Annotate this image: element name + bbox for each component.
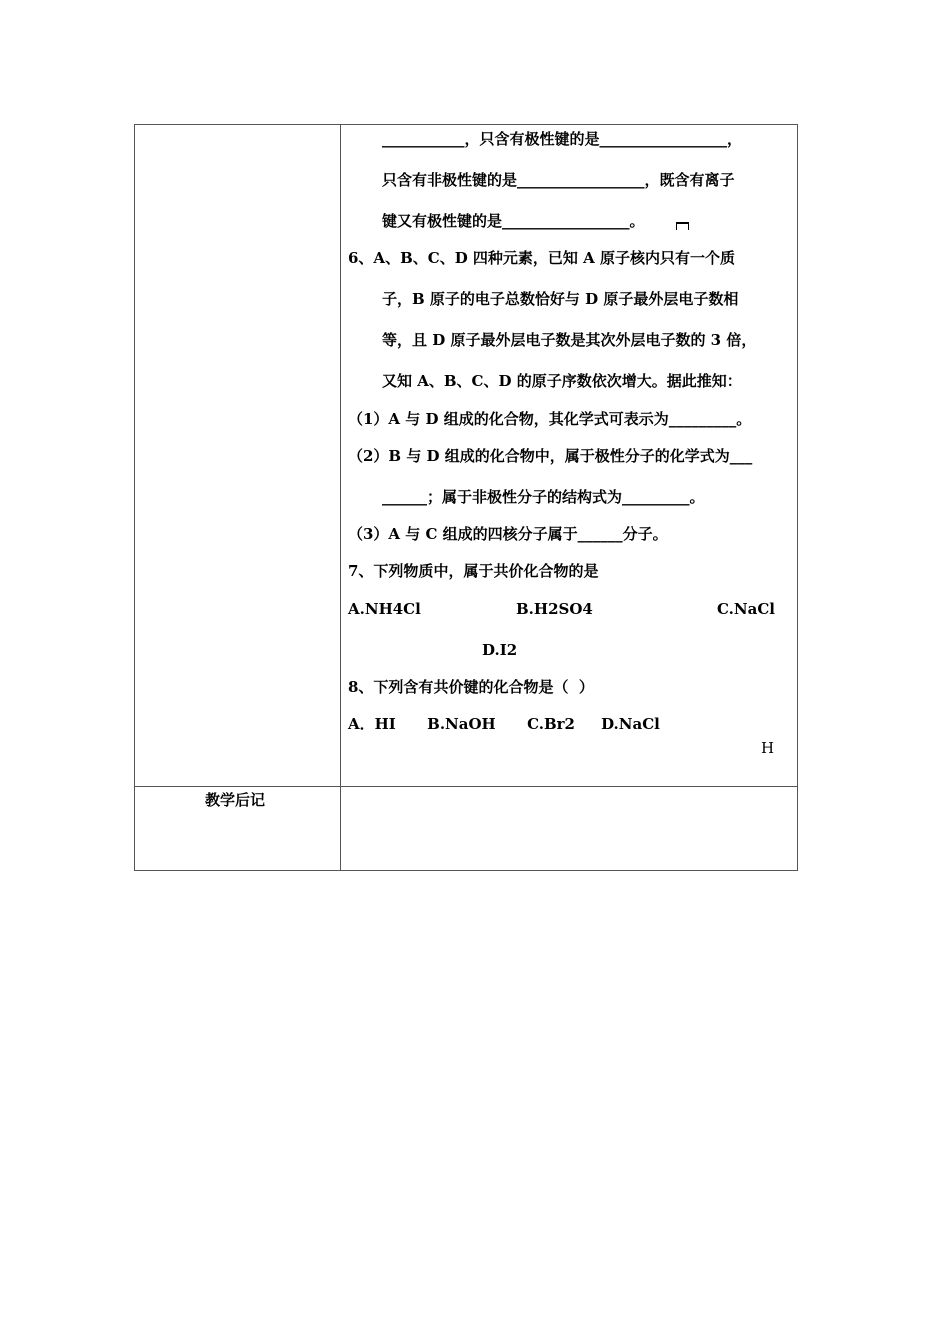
handwritten-mark-icon xyxy=(676,222,689,230)
q7-option-a: A.NH4Cl xyxy=(348,600,421,618)
q5-line-1: ___________，只含有极性键的是_________________， xyxy=(382,130,743,148)
column-divider xyxy=(340,125,341,870)
q7-option-d: D.I2 xyxy=(482,641,518,659)
q6-sub-3: （3）A 与 C 组成的四核分子属于______分子。 xyxy=(348,525,668,543)
teaching-notes-cell[interactable] xyxy=(341,787,797,870)
q7-stem: 7、下列物质中，属于共价化合物的是 xyxy=(348,562,599,580)
q6-sub-1: （1）A 与 D 组成的化合物，其化学式可表示为_________。 xyxy=(348,410,752,428)
q8-options: A．HI B.NaOH C.Br2 D.NaCl xyxy=(348,715,660,733)
lesson-table xyxy=(134,124,798,871)
q7-option-b: B.H2SO4 xyxy=(516,600,593,618)
q5-line-2: 只含有非极性键的是_________________，既含有离子 xyxy=(382,171,735,189)
q8-stem: 8、下列含有共价键的化合物是（ ） xyxy=(348,678,594,696)
stray-letter: H xyxy=(761,739,775,757)
teaching-notes-label: 教学后记 xyxy=(205,791,266,809)
q7-option-c: C.NaCl xyxy=(717,600,775,618)
q6-sub-2-line-2: ______；属于非极性分子的结构式为_________。 xyxy=(382,488,705,506)
q6-line-4: 又知 A、B、C、D 的原子序数依次增大。据此推知： xyxy=(382,372,742,390)
q6-line-1: 6、A、B、C、D 四种元素，已知 A 原子核内只有一个质 xyxy=(348,249,736,267)
q6-line-3: 等，且 D 原子最外层电子数是其次外层电子数的 3 倍， xyxy=(382,331,757,349)
q6-line-2: 子，B 原子的电子总数恰好与 D 原子最外层电子数相 xyxy=(382,290,739,308)
q6-sub-2-line-1: （2）B 与 D 组成的化合物中，属于极性分子的化学式为___ xyxy=(348,447,753,465)
q5-line-3: 键又有极性键的是_________________。 xyxy=(382,212,645,230)
